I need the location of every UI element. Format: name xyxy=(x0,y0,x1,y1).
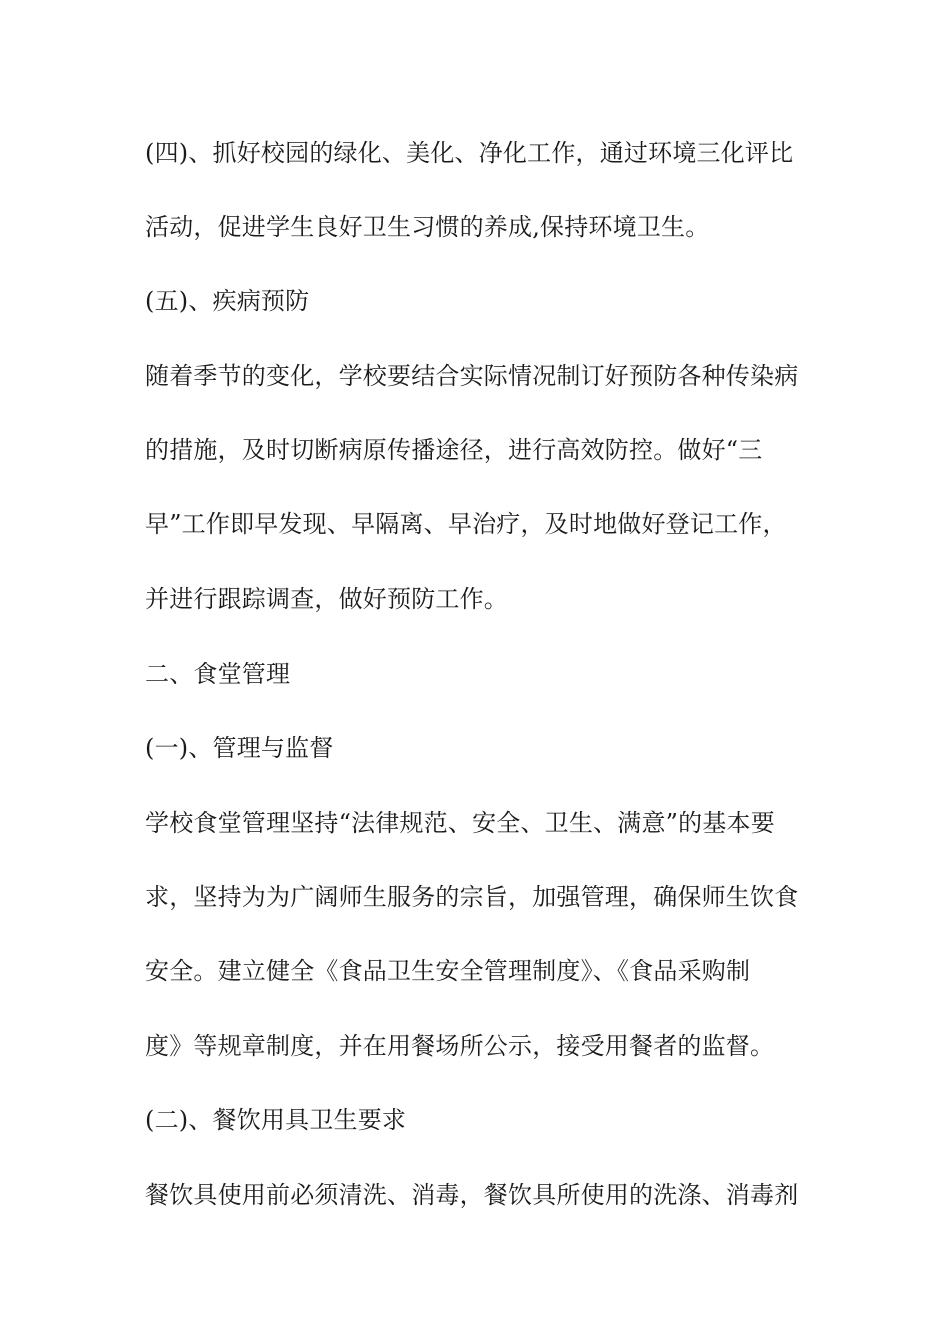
paragraph-line: 早”工作即早发现、早隔离、早治疗，及时地做好登记工作， xyxy=(145,510,787,538)
paragraph-line: 餐饮具使用前必须清洗、消毒，餐饮具所使用的洗涤、消毒剂 xyxy=(145,1181,799,1209)
paragraph-line: 随着季节的变化，学校要结合实际情况制订好预防各种传染病 xyxy=(145,362,799,390)
paragraph-line: 求，坚持为为广阔师生服务的宗旨，加强管理，确保师生饮食 xyxy=(145,883,799,911)
chapter-heading: 二、食堂管理 xyxy=(145,660,291,688)
paragraph-line: 安全。建立健全《食品卫生安全管理制度》、《食品采购制 xyxy=(145,957,751,985)
section-heading: (一)、管理与监督 xyxy=(145,734,334,762)
paragraph-line: (四)、抓好校园的绿化、美化、净化工作，通过环境三化评比 xyxy=(145,139,794,167)
paragraph-line: 度》等规章制度，并在用餐场所公示，接受用餐者的监督。 xyxy=(145,1032,775,1060)
paragraph-line: 学校食堂管理坚持“法律规范、安全、卫生、满意”的基本要 xyxy=(145,809,775,837)
paragraph-line: 并进行跟踪调查，做好预防工作。 xyxy=(145,585,508,613)
section-heading: (二)、餐饮用具卫生要求 xyxy=(145,1106,407,1134)
paragraph-line: 活动，促进学生良好卫生习惯的养成,保持环境卫生。 xyxy=(145,213,710,241)
paragraph-line: 的措施，及时切断病原传播途径，进行高效防控。做好“三 xyxy=(145,436,763,464)
section-heading: (五)、疾病预防 xyxy=(145,287,310,315)
